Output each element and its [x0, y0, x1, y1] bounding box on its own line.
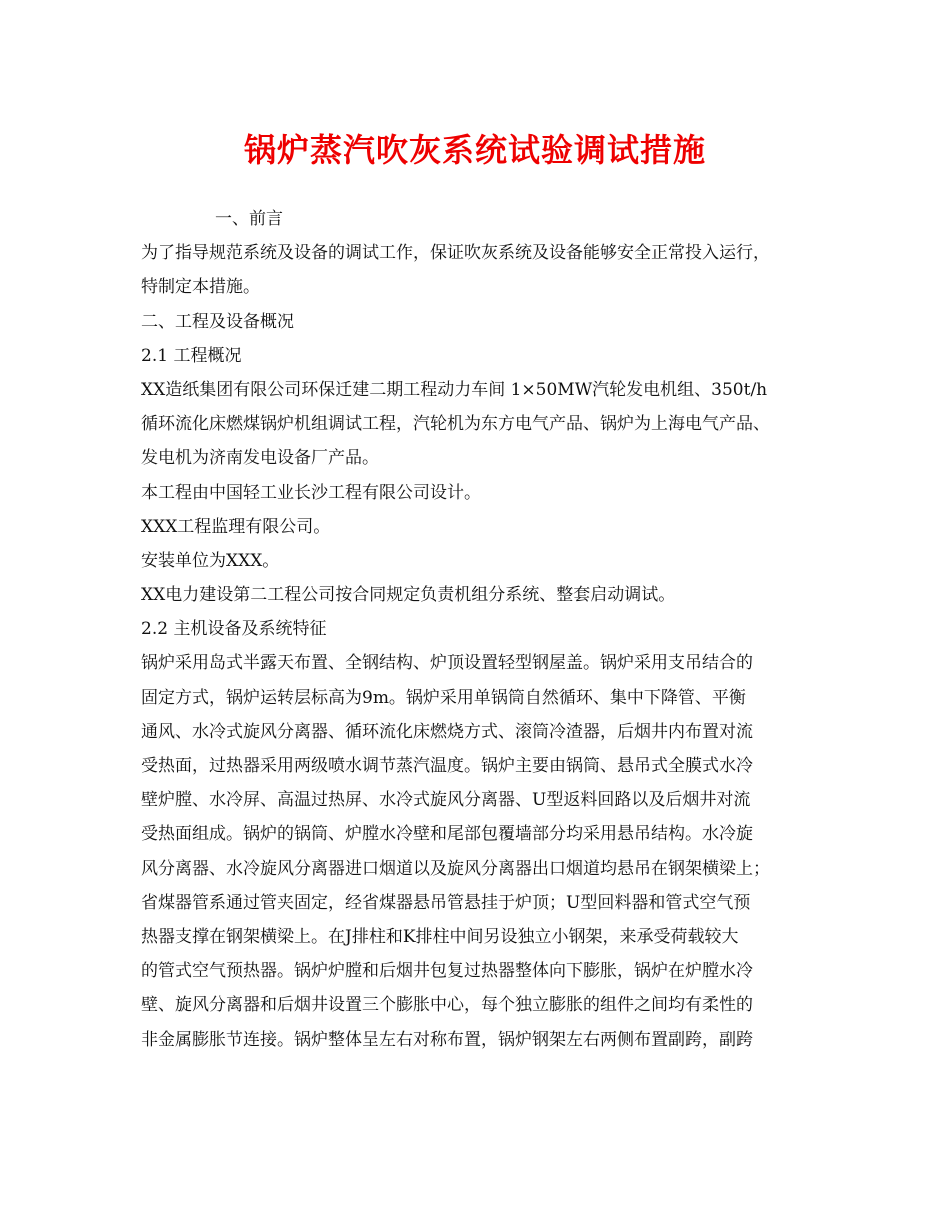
- subsection-heading-project: 2.1 工程概况: [141, 345, 242, 366]
- paragraph-line: 省煤器管系通过管夹固定，经省煤器悬吊管悬挂于炉顶；U型回料器和管式空气预: [141, 892, 751, 913]
- paragraph-line: 的管式空气预热器。锅炉炉膛和后烟井包复过热器整体向下膨胀，锅炉在炉膛水冷: [141, 961, 753, 982]
- paragraph-line: XX造纸集团有限公司环保迁建二期工程动力车间 1×50MW汽轮发电机组、350t/h: [141, 379, 768, 400]
- paragraph-line: 安装单位为XXX。: [141, 550, 280, 571]
- section-heading-overview: 二、工程及设备概况: [141, 311, 294, 332]
- paragraph-line: 非金属膨胀节连接。锅炉整体呈左右对称布置，锅炉钢架左右两侧布置副跨，副跨: [141, 1029, 753, 1050]
- paragraph-line: 发电机为济南发电设备厂产品。: [141, 448, 379, 469]
- document-title: 锅炉蒸汽吹灰系统试验调试措施: [243, 131, 706, 169]
- paragraph-line: 风分离器、水冷旋风分离器进口烟道以及旋风分离器出口烟道均悬吊在钢架横梁上；: [141, 858, 770, 879]
- paragraph-line: 受热面组成。锅炉的锅筒、炉膛水冷壁和尾部包覆墙部分均采用悬吊结构。水冷旋: [141, 824, 753, 845]
- paragraph-line: 本工程由中国轻工业长沙工程有限公司设计。: [141, 482, 481, 503]
- document-body: [141, 202, 811, 1057]
- paragraph-line: 壁、旋风分离器和后烟井设置三个膨胀中心，每个独立膨胀的组件之间均有柔性的: [141, 995, 753, 1016]
- subsection-heading-equipment: 2.2 主机设备及系统特征: [141, 619, 327, 640]
- paragraph-line: 固定方式，锅炉运转层标高为9m。锅炉采用单锅筒自然循环、集中下降管、平衡: [141, 687, 746, 708]
- paragraph-line: 循环流化床燃煤锅炉机组调试工程，汽轮机为东方电气产品、锅炉为上海电气产品、: [141, 414, 770, 435]
- section-heading-preface: 一、前言: [215, 209, 283, 229]
- paragraph-line: 锅炉采用岛式半露天布置、全钢结构、炉顶设置轻型钢屋盖。锅炉采用支吊结合的: [141, 653, 753, 674]
- paragraph-line: 壁炉膛、水冷屏、高温过热屏、水冷式旋风分离器、U型返料回路以及后烟井对流: [141, 790, 751, 811]
- paragraph-line: XXX工程监理有限公司。: [141, 516, 331, 537]
- paragraph-line: XX电力建设第二工程公司按合同规定负责机组分系统、整套启动调试。: [141, 585, 676, 606]
- paragraph-line: 特制定本措施。: [141, 277, 260, 298]
- paragraph-line: 通风、水冷式旋风分离器、循环流化床燃烧方式、滚筒冷渣器，后烟井内布置对流: [141, 721, 753, 742]
- paragraph-line: 受热面，过热器采用两级喷水调节蒸汽温度。锅炉主要由锅筒、悬吊式全膜式水冷: [141, 756, 753, 776]
- paragraph-line: 热器支撑在钢架横梁上。在J排柱和K排柱中间另设独立小钢架，来承受荷载较大: [141, 926, 739, 947]
- paragraph-line: 为了指导规范系统及设备的调试工作，保证吹灰系统及设备能够安全正常投入运行，: [141, 243, 770, 264]
